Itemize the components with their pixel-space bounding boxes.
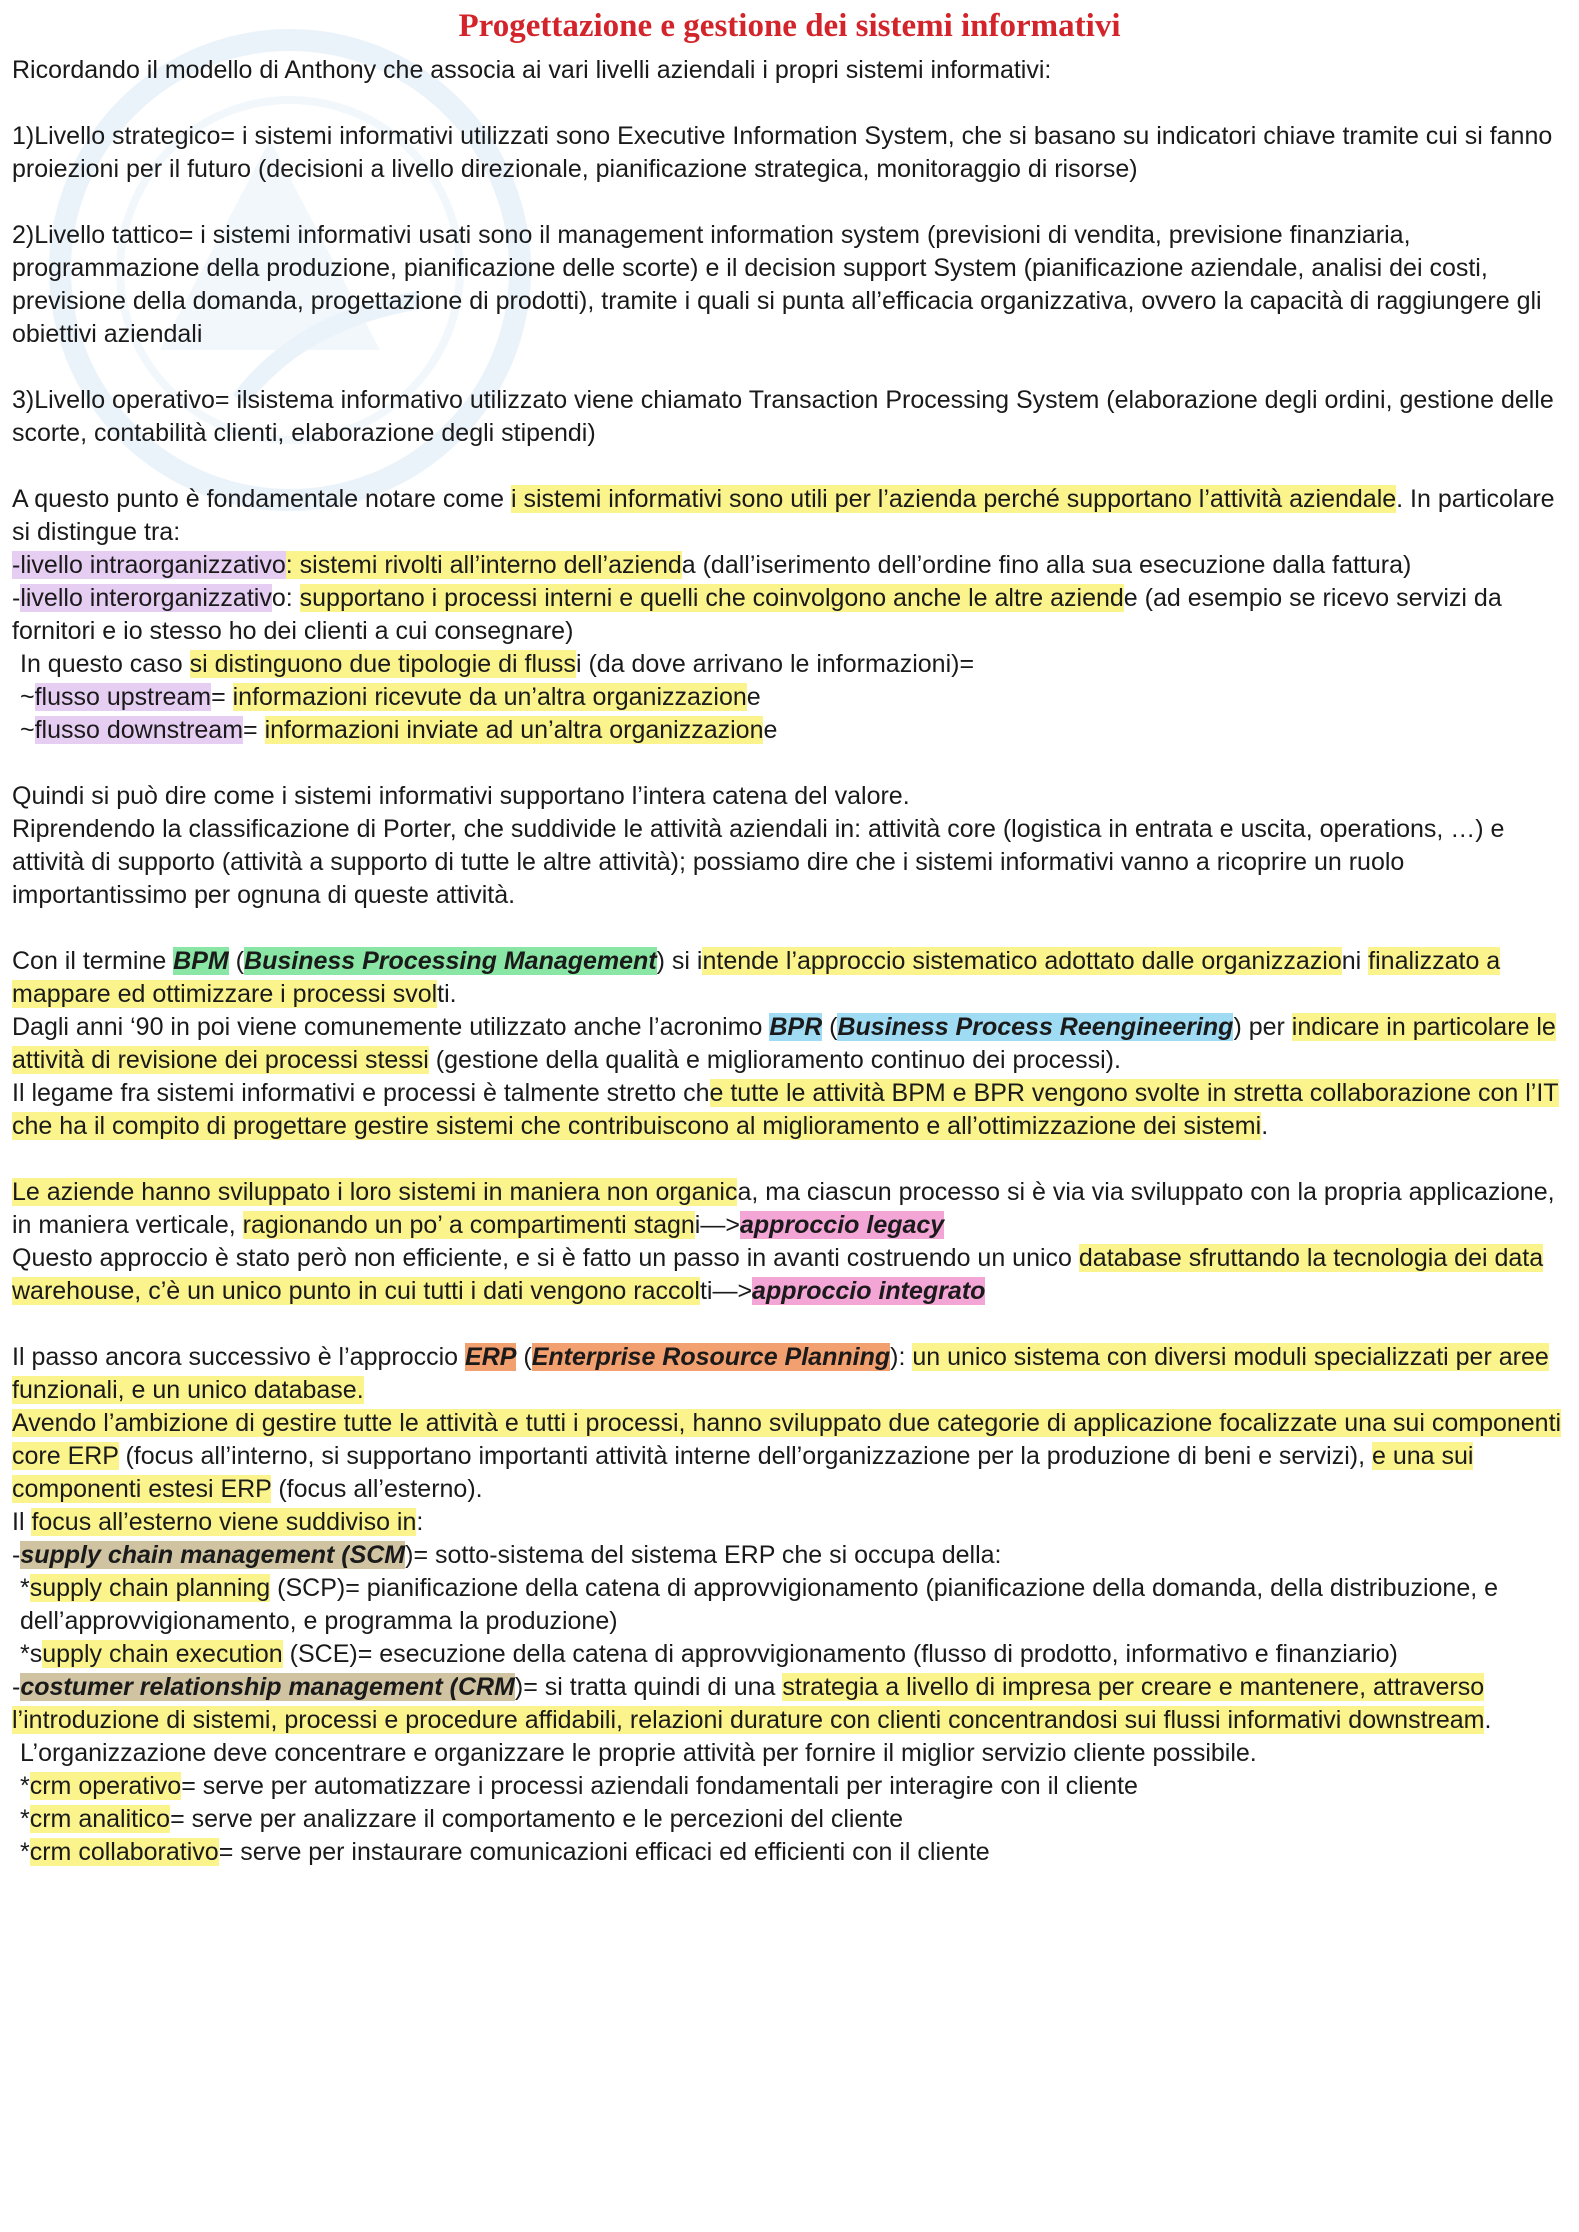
text-run: : [416,1508,424,1536]
text-run: ni [1341,947,1369,975]
item-crm-operativo [12,1770,1574,1803]
highlight-yellow: finalizzato a mappare ed ottimizzare i processi svol [12,947,1501,1008]
term-scm: supply chain management ( [20,1541,350,1569]
paragraph-approccio-integrato [12,1242,1574,1308]
paragraph-bpr [12,1011,1574,1077]
text-run: . [1484,1706,1492,1734]
text-run: ti—> [699,1277,753,1305]
text-run: ( [516,1343,532,1371]
paragraph-legame [12,1077,1574,1143]
acronym-scm: SCM [349,1541,406,1569]
text-run: o: [271,584,300,612]
text-run: a, ma ciascun processo si è via via sviluppato con la propria applicazione, in maniera verticale, [12,1178,1555,1239]
item-interorganizzativo [12,582,1574,648]
paragraph-organizzazione: L’organizzazione deve concentrare e organizzare le proprie attività per fornire il miglior servizio cliente possibile. [20,1739,1257,1767]
text-run: - [12,1541,21,1569]
text-run: ~ [20,683,35,711]
acronym-crm: CRM [457,1673,515,1701]
highlight-yellow: informazioni inviate ad un’altra organizzazion [264,716,764,744]
paragraph-erp [12,1341,1574,1407]
highlight-yellow: Avendo l’ambizione di gestire tutte le attività e tutti i processi, hanno sviluppato due categorie di applicazione focalizzate una sui componenti core ERP [12,1409,1562,1470]
text-run: (SCE)= esecuzione della catena di approvvigionamento (flusso di prodotto, informativo e finanziario) [282,1640,1398,1668]
paragraph-porter: Riprendendo la classificazione di Porter, che suddivide le attività aziendali in: attività core (logistica in entrata e uscita, operations, …) e attività di supporto (attività a supporto di tutte le altre attività); possiamo dire che i sistemi informativi vanno a ricoprire un ruolo importantissimo per ognuna di queste attività. [12,815,1505,909]
text-run: * [20,1772,30,1800]
text-run: * [20,1574,30,1602]
highlight-yellow: supply chain planning [29,1574,271,1602]
highlight-yellow: crm collaborativo [29,1838,219,1866]
text-run: e [763,716,778,744]
text-run: (focus all’interno, si supportano importanti attività interne dell’organizzazione per la produzione di beni e servizi), [118,1442,1372,1470]
text-run: *s [20,1640,43,1668]
highlight-yellow: sistemi rivolti all’interno dell’aziend [299,551,682,579]
highlight-yellow: ntende l’approccio sistematico adottato dalle organizzazio [702,947,1342,975]
text-run: . In particolare si distingue tra: [12,485,1555,546]
text-run: = [211,683,233,711]
acronym-erp: ERP [465,1343,517,1371]
keyword-approccio-legacy: approccio legacy [739,1211,945,1239]
highlight-yellow: e tutte le attività BPM e BPR vengono svolte in stretta collaborazione con l’IT che ha il compito di progettare gestire sistemi che contribuiscono al miglioramento e all’ottimizzazione dei sistemi [12,1079,1559,1140]
highlight-purple: -livello intraorganizzativo [12,551,286,579]
text-run: * [20,1805,30,1833]
keyword-approccio-integrato: approccio integrato [752,1277,986,1305]
paragraph-bpm [12,945,1574,1011]
highlight-yellow: crm analitico [29,1805,171,1833]
text-run: e (ad esempio se ricevo servizi da fornitori e io stesso ho dei clienti a cui consegnare) [12,584,1502,645]
paragraph-catena-valore: Quindi si può dire come i sistemi informativi supportano l’intera catena del valore. [12,782,910,810]
highlight-purple: flusso downstream [34,716,244,744]
item-flusso-downstream [12,714,1574,747]
item-crm [12,1671,1574,1737]
document-body [12,54,1574,1869]
paragraph-focus-esterno [12,1506,1574,1539]
highlight-yellow: strategia a livello di impresa per creare e mantenere, attraverso l’introduzione di sistemi, processi e procedure affidabili, relazioni durature con clienti concentrandosi sui flussi informativi downstream [12,1673,1485,1734]
text-run: Il legame fra sistemi informativi e processi è talmente stretto ch [12,1079,710,1107]
highlight-yellow: si distinguono due tipologie di fluss [189,650,576,678]
highlight-yellow: e una sui componenti estesi ERP [12,1442,1474,1503]
highlight-yellow: focus all’esterno viene suddiviso in [31,1508,417,1536]
text-run: . [1261,1112,1269,1140]
highlight-yellow: database sfruttando la tecnologia dei data warehouse, c’è un unico punto in cui tutti i dati vengono raccol [12,1244,1544,1305]
acronym-bpm: BPM [173,947,229,975]
paragraph-level-strategico: 1)Livello strategico= i sistemi informativi utilizzati sono Executive Information System, che si basano su indicatori chiave tramite cui si fanno proiezioni per il futuro (decisioni a livello direzionale, pianificazione strategica, monitoraggio di risorse) [12,122,1553,183]
text-run: ( [228,947,245,975]
highlight-yellow: upply chain execution [42,1640,283,1668]
text-run: In questo caso [20,650,190,678]
paragraph-flussi [12,648,1574,681]
text-run: A questo punto è fondamentale notare come [12,485,511,513]
text-run: = [243,716,265,744]
text-run: Il [12,1508,32,1536]
text-run: (focus all’esterno). [271,1475,483,1503]
item-crm-collaborativo [12,1836,1574,1869]
text-run: )= sotto-sistema del sistema ERP che si occupa della: [405,1541,1002,1569]
item-scm [12,1539,1574,1572]
text-run: a (dall’iserimento dell’ordine fino alla sua esecuzione dalla fattura) [681,551,1412,579]
text-run: ti. [437,980,457,1008]
highlight-purple: livello interorganizzativ [20,584,272,612]
highlight-yellow: Le aziende hanno sviluppato i loro sistemi in maniera non organic [12,1178,738,1206]
term-erp-full: Enterprise Rosource Planning [531,1343,891,1371]
text-run: ~ [20,716,35,744]
text-run: e [746,683,761,711]
highlight-yellow: i sistemi informativi sono utili per l’azienda perché supportano l’attività aziendale [510,485,1397,513]
item-crm-analitico [12,1803,1574,1836]
text-run: Dagli anni ‘90 in poi viene comunemente utilizzato anche l’acronimo [12,1013,770,1041]
text-run: i—> [694,1211,740,1239]
term-bpm-full: Business Processing Management [244,947,657,975]
text-run: ) per [1233,1013,1292,1041]
text-run: - [12,584,21,612]
paragraph-level-operativo: 3)Livello operativo= ilsistema informativo utilizzato viene chiamato Transaction Processing System (elaborazione degli ordini, gestione delle scorte, contabilità clienti, elaborazione degli stipendi) [12,386,1554,447]
item-intraorganizzativo [12,549,1574,582]
acronym-bpr: BPR [769,1013,823,1041]
text-run: * [20,1838,30,1866]
highlight-yellow: indicare in particolare le attività di revisione dei processi stessi [12,1013,1556,1074]
paragraph-ambizione [12,1407,1574,1506]
term-bpr-full: Business Process Reengineering [837,1013,1234,1041]
text-run: = serve per instaurare comunicazioni efficaci ed efficienti con il cliente [218,1838,990,1866]
text-run: i (da dove arrivano le informazioni)= [575,650,975,678]
page-title: Progettazione e gestione dei sistemi informativi [458,8,1121,44]
highlight-yellow: un unico sistema con diversi moduli specializzati per aree funzionali, e un unico database. [12,1343,1549,1404]
text-run: - [12,1673,21,1701]
item-flusso-upstream [12,681,1574,714]
item-sce [12,1638,1574,1671]
term-crm: costumer relationship management ( [20,1673,458,1701]
text-run: : [285,551,300,579]
item-scp [12,1572,1574,1638]
paragraph-level-tattico: 2)Livello tattico= i sistemi informativi usati sono il management information system (previsioni di vendita, previsione finanziaria, programmazione della produzione, pianificazione delle scorte) e il decision support System (pianificazione aziendale, analisi dei costi, previsione della domanda, progettazione di prodotti), tramite i quali si punta all’efficacia organizzativa, ovvero la capacità di raggiungere gli obiettivi aziendali [12,221,1542,348]
highlight-yellow: crm operativo [29,1772,182,1800]
paragraph-a-questo-punto [12,483,1574,549]
text-run: Con il termine [12,947,174,975]
highlight-purple: flusso upstream [34,683,212,711]
text-run: Il passo ancora successivo è l’approccio [12,1343,466,1371]
text-run: ) si i [656,947,703,975]
text-run: )= si tratta quindi di una [514,1673,783,1701]
text-run: ( [822,1013,838,1041]
highlight-yellow: supportano i processi interni e quelli che coinvolgono anche le altre aziend [299,584,1124,612]
highlight-yellow: informazioni ricevute da un’altra organizzazion [232,683,747,711]
paragraph-approccio-legacy [12,1176,1574,1242]
text-run: Questo approccio è stato però non efficiente, e si è fatto un passo in avanti costruendo un unico [12,1244,1079,1272]
text-run: (SCP)= pianificazione della catena di approvvigionamento (pianificazione della domanda, della distribuzione, e dell’approvvigionamento, e programma la produzione) [20,1574,1499,1635]
intro-paragraph: Ricordando il modello di Anthony che associa ai vari livelli aziendali i propri sistemi informativi: [12,56,1052,84]
highlight-yellow: ragionando un po’ a compartimenti stagn [242,1211,695,1239]
text-run: ): [890,1343,913,1371]
text-run: = serve per automatizzare i processi aziendali fondamentali per interagire con il cliente [181,1772,1138,1800]
text-run: (gestione della qualità e miglioramento continuo dei processi). [428,1046,1121,1074]
text-run: = serve per analizzare il comportamento e le percezioni del cliente [170,1805,904,1833]
